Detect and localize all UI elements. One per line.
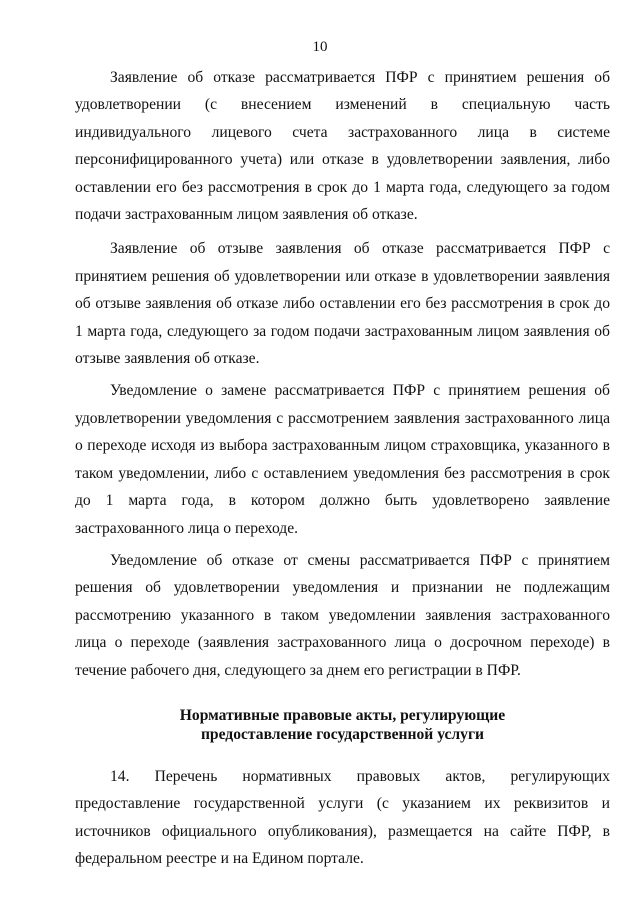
paragraph-withdrawal-application: Заявление об отзыве заявления об отказе рассматривается ПФР с принятием решения об удовлетворении или отказе в удовлетворении заявления об отзыве заявления об отказе либо оставлении его без рассмотрения в срок до 1 марта года, следующего за годом подачи застрахованным лицом заявления об отзыве заявления об отказе. (75, 240, 610, 368)
section-heading-line-1: Нормативные правовые акты, регулирующие (179, 706, 506, 724)
document-body (75, 64, 610, 873)
paragraph-refusal-application: Заявление об отказе рассматривается ПФР с принятием решения об удовлетворении (с внесением изменений в специальную часть индивидуального лицевого счета застрахованного лица в системе персонифицированного учета) или отказе в удовлетворении заявления, либо оставлении его без рассмотрения в срок до 1 марта года, следующего за годом подачи застрахованным лицом заявления об отказе. (75, 69, 610, 224)
section-heading-line-2: предоставление государственной услуги (200, 725, 485, 743)
page-number: 10 (312, 39, 328, 55)
section-heading (75, 706, 610, 744)
paragraph-14: 14. Перечень нормативных правовых актов, регулирующих предоставление государственной услуги (с указанием их реквизитов и источников официального опубликования), размещается на сайте ПФР, в федеральном реестре и на Едином портале. (75, 767, 610, 868)
paragraph-refusal-of-change-notice: Уведомление об отказе от смены рассматривается ПФР с принятием решения об удовлетворении уведомления и признании не подлежащим рассмотрению указанного в таком уведомлении заявления застрахованного лица о переходе (заявления застрахованного лица о досрочном переходе) в течение рабочего дня, следующего за днем его регистрации в ПФР. (75, 551, 610, 679)
paragraph-replacement-notice: Уведомление о замене рассматривается ПФР с принятием решения об удовлетворении уведомления с рассмотрением заявления застрахованного лица о переходе исходя из выбора застрахованным лицом страховщика, указанного в таком уведомлении, либо с оставлением уведомления без рассмотрения в срок до 1 марта года, в котором должно быть удовлетворено заявление застрахованного лица о переходе. (75, 382, 610, 537)
